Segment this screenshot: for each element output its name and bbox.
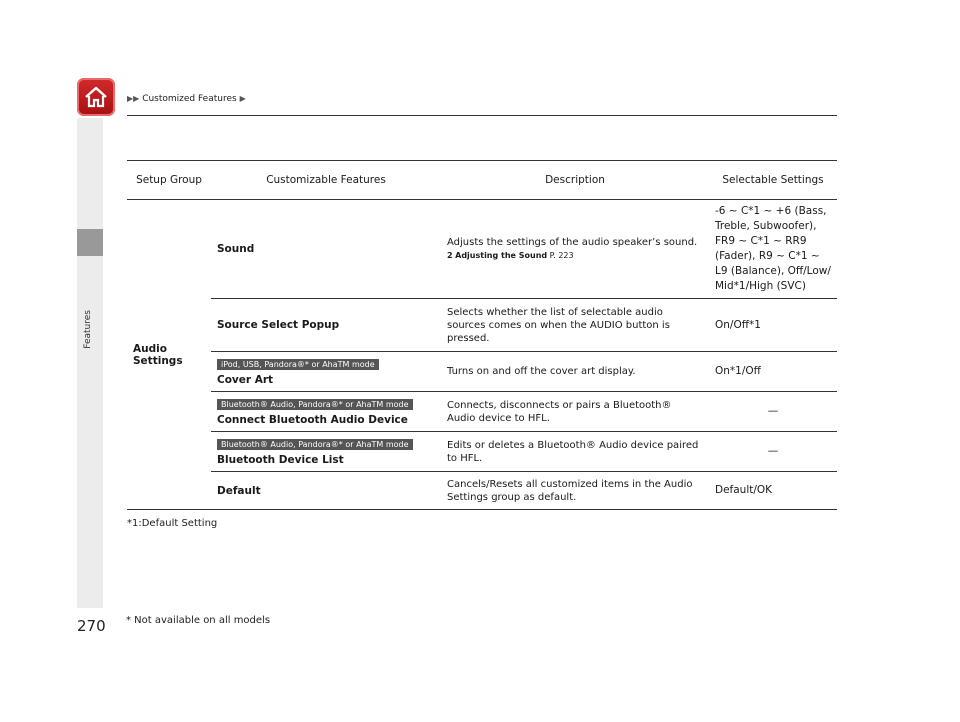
feature-cell xyxy=(211,352,441,392)
feature-cell xyxy=(211,432,441,472)
settings-cell: On/Off*1 xyxy=(709,299,837,352)
mode-tag: Bluetooth® Audio, Pandora®* or AhaTM mode xyxy=(217,439,413,450)
sidebar-tab-marker xyxy=(77,229,103,256)
description-cell: Cancels/Resets all customized items in the Audio Settings group as default. xyxy=(441,472,709,510)
settings-cell: -6 ~ C*1 ~ +6 (Bass, Treble, Subwoofer), FR9 ~ C*1 ~ RR9 (Fader), R9 ~ C*1 ~ L9 (Balance), Off/Low/ Mid*1/High (SVC) xyxy=(709,200,837,299)
mode-tag: Bluetooth® Audio, Pandora®* or AhaTM mode xyxy=(217,399,413,410)
breadcrumb-arrows: ▶▶ xyxy=(127,94,140,103)
feature-label: Bluetooth Device List xyxy=(217,453,344,466)
settings-cell: Default/OK xyxy=(709,472,837,510)
description-text: Adjusts the settings of the audio speaker’s sound. xyxy=(447,237,698,248)
feature-label: Cover Art xyxy=(217,373,274,386)
default-setting-note: *1:Default Setting xyxy=(127,518,218,529)
header-description: Description xyxy=(441,161,709,200)
feature-cell: Source Select Popup xyxy=(211,299,441,352)
settings-cell: — xyxy=(709,392,837,432)
home-icon xyxy=(83,84,109,110)
xref-title[interactable]: Adjusting the Sound xyxy=(455,251,548,260)
settings-cell: On*1/Off xyxy=(709,352,837,392)
mode-tag: iPod, USB, Pandora®* or AhaTM mode xyxy=(217,359,379,370)
table-row xyxy=(127,200,837,299)
table-row xyxy=(127,299,837,352)
sidebar xyxy=(77,118,103,608)
cross-reference[interactable] xyxy=(447,249,703,262)
breadcrumb xyxy=(127,94,246,104)
setup-group-cell: Audio Settings xyxy=(127,200,211,510)
xref-page: P. 223 xyxy=(547,251,574,260)
header-settings: Selectable Settings xyxy=(709,161,837,200)
sidebar-label: Features xyxy=(83,310,93,349)
footnote: * Not available on all models xyxy=(126,615,271,626)
description-cell: Edits or deletes a Bluetooth® Audio device paired to HFL. xyxy=(441,432,709,472)
table-row xyxy=(127,472,837,510)
page-number: 270 xyxy=(77,617,106,635)
description-cell: Turns on and off the cover art display. xyxy=(441,352,709,392)
description-cell: Connects, disconnects or pairs a Bluetooth® Audio device to HFL. xyxy=(441,392,709,432)
header-rule xyxy=(127,115,837,116)
description-cell: Selects whether the list of selectable audio sources comes on when the AUDIO button is pressed. xyxy=(441,299,709,352)
xref-icon: 2 xyxy=(447,251,453,260)
settings-cell: — xyxy=(709,432,837,472)
breadcrumb-arrow: ▶ xyxy=(239,94,246,103)
description-cell xyxy=(441,200,709,299)
table-row xyxy=(127,432,837,472)
table-row xyxy=(127,352,837,392)
feature-label: Connect Bluetooth Audio Device xyxy=(217,413,408,426)
feature-cell: Sound xyxy=(211,200,441,299)
feature-cell: Default xyxy=(211,472,441,510)
audio-settings-table xyxy=(127,160,837,510)
feature-cell xyxy=(211,392,441,432)
table-row xyxy=(127,392,837,432)
header-setup-group: Setup Group xyxy=(127,161,211,200)
home-button[interactable] xyxy=(77,78,115,116)
header-feature: Customizable Features xyxy=(211,161,441,200)
breadcrumb-link[interactable]: Customized Features xyxy=(142,94,237,104)
